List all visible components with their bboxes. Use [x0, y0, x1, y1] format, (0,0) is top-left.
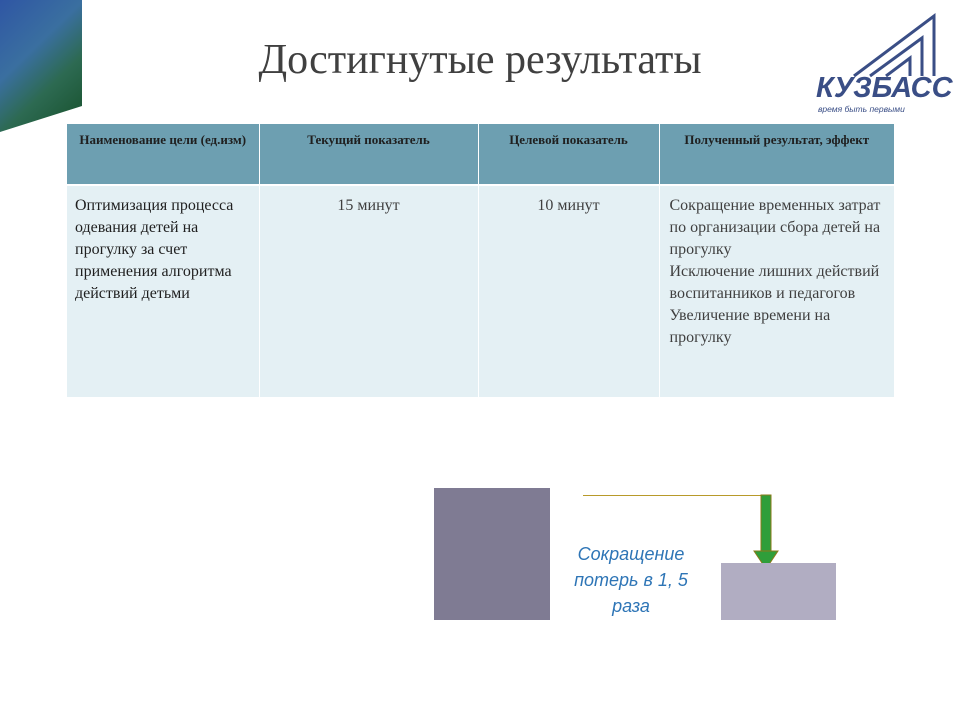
results-table [67, 124, 894, 397]
reference-line [583, 495, 768, 496]
after-bar [721, 563, 836, 620]
header-current: Текущий показатель [259, 124, 478, 185]
table-header-row [67, 124, 894, 185]
cell-results [659, 185, 894, 397]
cell-goal: Оптимизация процесса одевания детей на прогулку за счет применения алгоритма действий детьми [67, 185, 259, 397]
result-item: Увеличение времени на прогулку [669, 307, 831, 346]
slide-title: Достигнутые результаты [258, 37, 702, 83]
result-item: Исключение лишних действий воспитанников и педагогов [669, 263, 880, 302]
logo-name: КУЗБАСС [816, 72, 953, 104]
cell-current: 15 минут [259, 185, 478, 397]
logo-tagline: время быть первыми [818, 104, 905, 114]
table-row [67, 185, 894, 397]
result-item: Сокращение временных затрат по организации сбора детей на прогулку [669, 197, 881, 258]
header-result: Полученный результат, эффект [659, 124, 894, 185]
down-arrow-icon [752, 493, 780, 573]
header-goal: Наименование цели (ед.изм) [67, 124, 259, 185]
before-bar [434, 488, 550, 620]
cell-target: 10 минут [478, 185, 659, 397]
kuzbass-logo [812, 12, 953, 116]
reduction-caption: Сокращение потерь в 1, 5 раза [574, 544, 688, 616]
header-target: Целевой показатель [478, 124, 659, 185]
